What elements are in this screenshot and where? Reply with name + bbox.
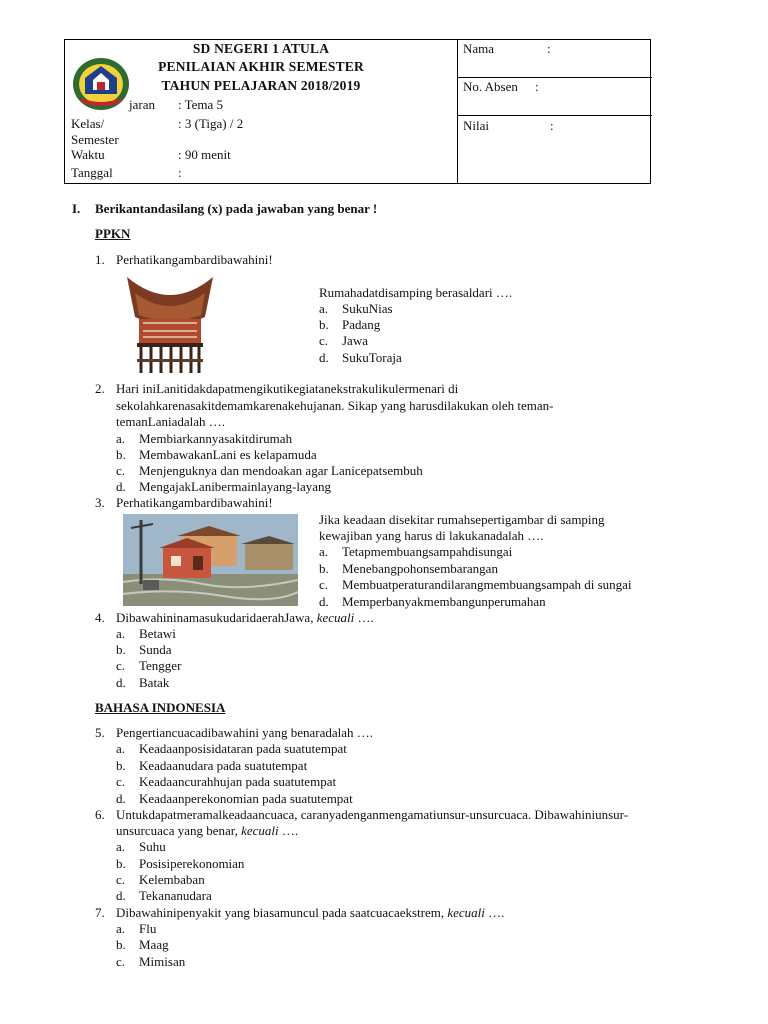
q4-opt-b[interactable]: Sunda [139,642,172,657]
score-label: Nilai [463,118,489,133]
q2-opt-c-letter[interactable]: c. [116,463,126,478]
q7-opt-b[interactable]: Maag [139,937,169,952]
q6-text-line1: Untukdapatmeramalkeadaancuaca, caranyadenganmengamatiunsur-unsurcuaca. Dibawahiniunsur- [116,807,629,822]
q3-opt-d[interactable]: Memperbanyakmembangunperumahan [342,594,546,609]
q6-text-line2 [116,823,298,839]
q3-opt-b-letter[interactable]: b. [319,561,329,576]
q6-opt-c[interactable]: Kelembaban [139,872,205,887]
q6-text-main: unsurcuaca yang benar, [116,823,242,838]
q2-opt-a[interactable]: Membiarkannyasakitdirumah [139,431,293,446]
q5-opt-d-letter[interactable]: d. [116,791,126,806]
q2-opt-c[interactable]: Menjenguknya dan mendoakan agar Lanicepatsembuh [139,463,423,478]
q5-opt-b-letter[interactable]: b. [116,758,126,773]
q1-opt-b-letter[interactable]: b. [319,317,329,332]
q7-text-main: Dibawahinipenyakit yang biasamuncul pada saatcuacaekstrem, [116,905,448,920]
q7-opt-b-letter[interactable]: b. [116,937,126,952]
q3-prompt-line1: Jika keadaan disekitar rumahsepertigambar di samping [319,512,605,527]
q4-opt-a[interactable]: Betawi [139,626,176,641]
q2-text-line1: Hari iniLanitidakdapatmengikutikegiatanekstrakulikulermenari di [116,381,459,396]
q7-text-italic: kecuali [447,905,485,920]
q6-opt-a-letter[interactable]: a. [116,839,126,854]
q1-prompt: Rumahadatdisamping berasaldari …. [319,285,513,300]
name-label: Nama [463,41,495,56]
q5-opt-b[interactable]: Keadaanudara pada suatutempat [139,758,308,773]
q4-text [116,610,374,626]
flood-house-image [123,514,298,606]
date-label: Tanggal [71,165,113,180]
q7-opt-c-letter[interactable]: c. [116,954,126,969]
q3-opt-d-letter[interactable]: d. [319,594,329,609]
q5-text: Pengertiancuacadibawahini yang benaradalah …. [116,725,373,740]
q6-text-tail: …. [278,823,299,838]
school-year: TAHUN PELAJARAN 2018/2019 [161,78,361,93]
section-ppkn: PPKN [95,226,131,241]
q1-opt-d[interactable]: SukuToraja [342,350,402,365]
header-table [64,39,651,184]
exam-title: PENILAIAN AKHIR SEMESTER [158,59,364,74]
q1-number: 1. [95,252,105,267]
q5-opt-c-letter[interactable]: c. [116,774,126,789]
q1-opt-a[interactable]: SukuNias [342,301,393,316]
q6-opt-c-letter[interactable]: c. [116,872,126,887]
q2-opt-a-letter[interactable]: a. [116,431,126,446]
class-label: Kelas/ [71,116,105,131]
q1-opt-c-letter[interactable]: c. [319,333,329,348]
q3-opt-a[interactable]: Tetapmembuangsampahdisungai [342,544,513,559]
q2-opt-b[interactable]: MembawakanLani es kelapamuda [139,447,317,462]
q4-text-main: DibawahininamasukudaridaerahJawa, [116,610,317,625]
q6-opt-d[interactable]: Tekananudara [139,888,212,903]
subject-label: jaran [129,97,155,112]
school-name: SD NEGERI 1 ATULA [192,41,330,56]
q2-opt-b-letter[interactable]: b. [116,447,126,462]
header-divider [457,40,458,184]
q5-opt-a-letter[interactable]: a. [116,741,126,756]
q4-opt-a-letter[interactable]: a. [116,626,126,641]
score-value: : [550,118,554,133]
q6-opt-a[interactable]: Suhu [139,839,166,854]
q3-opt-a-letter[interactable]: a. [319,544,329,559]
q6-number: 6. [95,807,105,822]
q3-opt-b[interactable]: Menebangpohonsembarangan [342,561,498,576]
q2-text-line3: temanLaniadalah …. [116,414,226,429]
q4-text-tail: …. [354,610,374,625]
time-label: Waktu [71,147,105,162]
q4-text-italic: kecuali [316,610,355,625]
absen-value[interactable]: : [535,79,539,94]
q1-text: Perhatikangambardibawahini! [116,252,273,267]
q4-opt-d-letter[interactable]: d. [116,675,126,690]
subject-value: : Tema 5 [178,97,224,112]
q3-opt-c[interactable]: Membuatperaturandilarangmembuangsampah di sungai [342,577,632,592]
q3-text: Perhatikangambardibawahini! [116,495,273,510]
q3-number: 3. [95,495,105,510]
q7-opt-a-letter[interactable]: a. [116,921,126,936]
q7-number: 7. [95,905,105,920]
time-value: : 90 menit [178,147,231,162]
q3-prompt-line2: kewajiban yang harus di lakukanadalah …. [319,528,544,543]
q4-opt-d[interactable]: Batak [139,675,170,690]
q5-opt-a[interactable]: Keadaanposisidataran pada suatutempat [139,741,347,756]
q2-opt-d[interactable]: MengajakLanibermainlayang-layang [139,479,332,494]
q6-opt-b[interactable]: Posisiperekonomian [139,856,245,871]
q2-text-line2: sekolahkarenasakitdemamkarenakehujanan. Sikap yang harusdilakukan oleh teman- [116,398,554,413]
header-row-line [457,77,652,78]
q1-opt-d-letter[interactable]: d. [319,350,329,365]
q2-number: 2. [95,381,105,396]
q4-opt-b-letter[interactable]: b. [116,642,126,657]
q7-text-tail: …. [484,905,505,920]
q1-opt-c[interactable]: Jawa [342,333,368,348]
q7-opt-c[interactable]: Mimisan [139,954,186,969]
q4-opt-c-letter[interactable]: c. [116,658,126,673]
name-value[interactable]: : [547,41,551,56]
q1-opt-a-letter[interactable]: a. [319,301,329,316]
date-value: : [178,165,182,180]
q7-opt-a[interactable]: Flu [139,921,157,936]
q6-opt-d-letter[interactable]: d. [116,888,126,903]
class-value: : 3 (Tiga) / 2 [178,116,244,131]
instruction-number: I. [72,201,81,216]
q7-text [116,905,504,921]
q1-opt-b[interactable]: Padang [342,317,381,332]
q4-number: 4. [95,610,105,625]
q3-opt-c-letter[interactable]: c. [319,577,329,592]
q5-opt-d[interactable]: Keadaanperekonomian pada suatutempat [139,791,353,806]
section-bahasa-indonesia: BAHASA INDONESIA [95,700,226,715]
traditional-house-image [125,273,215,378]
q2-opt-d-letter[interactable]: d. [116,479,126,494]
absen-label: No. Absen [463,79,518,94]
header-row-line [457,115,652,116]
instruction-text: Berikantandasilang (x) pada jawaban yang benar ! [95,201,378,216]
q6-opt-b-letter[interactable]: b. [116,856,126,871]
semester-label: Semester [71,132,119,147]
q5-number: 5. [95,725,105,740]
q6-text-italic: kecuali [241,823,279,838]
q4-opt-c[interactable]: Tengger [139,658,182,673]
q5-opt-c[interactable]: Keadaancurahhujan pada suatutempat [139,774,337,789]
